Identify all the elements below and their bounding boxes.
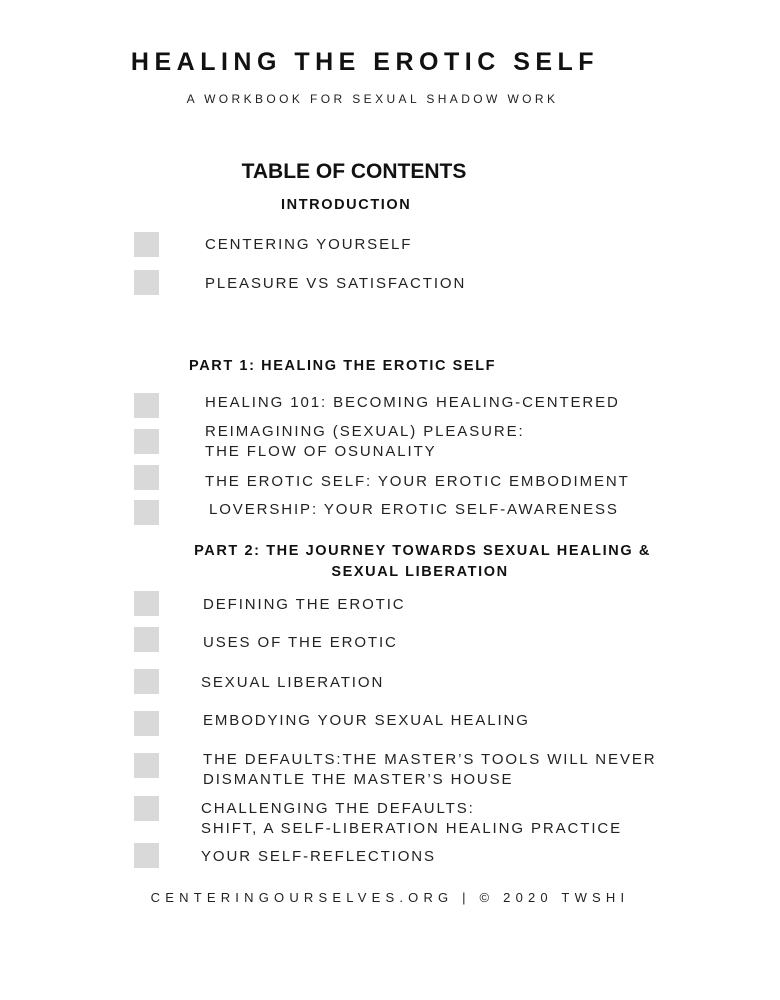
toc-item: PLEASURE VS SATISFACTION: [205, 275, 467, 292]
checkbox[interactable]: [134, 796, 159, 821]
checkbox[interactable]: [134, 393, 159, 418]
toc-item: LOVERSHIP: YOUR EROTIC SELF-AWARENESS: [209, 501, 619, 518]
toc-item: HEALING 101: BECOMING HEALING-CENTERED: [205, 394, 620, 411]
checkbox[interactable]: [134, 591, 159, 616]
toc-item-line-2: DISMANTLE THE MASTER’S HOUSE: [203, 771, 514, 788]
document-title: HEALING THE EROTIC SELF: [130, 48, 600, 76]
toc-item-line-1: THE DEFAULTS:THE MASTER’S TOOLS WILL NEVER: [203, 751, 657, 768]
footer-text: CENTERINGOURSELVES.ORG | © 2020 TWSHI: [150, 890, 630, 905]
toc-item-line-2: THE FLOW OF OSUNALITY: [205, 443, 437, 460]
checkbox[interactable]: [134, 843, 159, 868]
checkbox[interactable]: [134, 232, 159, 257]
checkbox[interactable]: [134, 465, 159, 490]
section-heading-part-1: PART 1: HEALING THE EROTIC SELF: [189, 358, 497, 374]
section-heading-part-2-line-1: PART 2: THE JOURNEY TOWARDS SEXUAL HEALING &: [194, 543, 651, 559]
toc-item-line-1: CHALLENGING THE DEFAULTS:: [201, 800, 475, 817]
toc-item-line-2: SHIFT, A SELF-LIBERATION HEALING PRACTICE: [201, 820, 623, 837]
toc-item: SEXUAL LIBERATION: [201, 674, 385, 691]
checkbox[interactable]: [134, 627, 159, 652]
toc-item: EMBODYING YOUR SEXUAL HEALING: [203, 712, 530, 729]
checkbox[interactable]: [134, 753, 159, 778]
toc-item: THE EROTIC SELF: YOUR EROTIC EMBODIMENT: [205, 473, 630, 490]
toc-item: DEFINING THE EROTIC: [203, 596, 406, 613]
toc-item-line-1: REIMAGINING (SEXUAL) PLEASURE:: [205, 423, 525, 440]
checkbox[interactable]: [134, 429, 159, 454]
checkbox[interactable]: [134, 270, 159, 295]
toc-title: TABLE OF CONTENTS: [241, 160, 467, 183]
toc-item: YOUR SELF-REFLECTIONS: [201, 848, 436, 865]
checkbox[interactable]: [134, 711, 159, 736]
checkbox[interactable]: [134, 500, 159, 525]
toc-item: USES OF THE EROTIC: [203, 634, 398, 651]
toc-item: CENTERING YOURSELF: [205, 236, 413, 253]
document-subtitle: A WORKBOOK FOR SEXUAL SHADOW WORK: [186, 92, 559, 106]
section-heading-introduction: INTRODUCTION: [281, 197, 412, 213]
section-heading-part-2-line-2: SEXUAL LIBERATION: [331, 564, 509, 580]
checkbox[interactable]: [134, 669, 159, 694]
